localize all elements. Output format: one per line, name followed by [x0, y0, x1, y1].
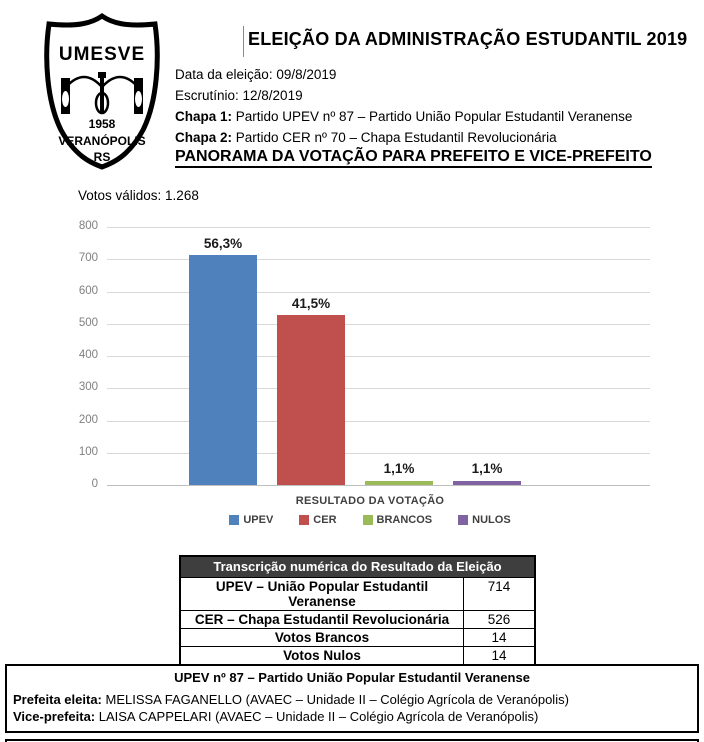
- chart-plot-area: [107, 227, 650, 485]
- legend-swatch-icon: [299, 515, 309, 525]
- table-cell-label: CER – Chapa Estudantil Revolucionária: [181, 611, 464, 628]
- bar-upev: [189, 255, 257, 485]
- logo-city-text: VERANÓPOLIS: [58, 134, 146, 148]
- y-tick-label: 0: [91, 478, 98, 490]
- table-cell-value: 14: [491, 630, 507, 645]
- bar-percent-label: 1,1%: [471, 461, 503, 477]
- table-cell-value: 14: [491, 648, 507, 663]
- winner-box-lines: [7, 691, 697, 725]
- detail-line: Chapa 2: Partido CER nº 70 – Chapa Estudantil Revolucionária: [175, 130, 557, 145]
- chart-legend: [80, 514, 660, 526]
- y-tick-label: 100: [78, 445, 98, 458]
- detail-line: Escrutínio: 12/8/2019: [175, 88, 303, 103]
- legend-item-nulos: [458, 514, 511, 526]
- valid-votes-label: Votos válidos: 1.268: [78, 188, 199, 203]
- logo-state-text: RS: [93, 150, 111, 164]
- bar-brancos: [365, 481, 433, 486]
- winner-line: Prefeita eleita: MELISSA FAGANELLO (AVAEC – Unidade II – Colégio Agrícola de Veranópolis): [13, 692, 569, 707]
- bar-percent-label: 41,5%: [291, 296, 331, 312]
- election-details: [175, 64, 632, 148]
- y-tick-label: 800: [78, 220, 98, 232]
- detail-line: Chapa 1: Partido UPEV nº 87 – Partido União Popular Estudantil Veranense: [175, 109, 633, 124]
- gridline: [107, 485, 650, 486]
- table-cell-label: UPEV – União Popular Estudantil Veranense: [181, 578, 464, 610]
- legend-label: NULOS: [472, 514, 511, 526]
- y-tick-label: 700: [78, 252, 98, 265]
- results-table-header: Transcrição numérica do Resultado da Eleição: [181, 557, 534, 577]
- table-cell-value: 714: [487, 579, 511, 594]
- legend-label: BRANCOS: [376, 514, 433, 526]
- y-tick-label: 400: [78, 349, 98, 361]
- bar-percent-label: 56,3%: [203, 235, 243, 251]
- legend-label: UPEV: [243, 514, 274, 526]
- legend-item-cer: [299, 514, 336, 526]
- winner-box: [5, 664, 699, 733]
- table-row: [181, 577, 534, 610]
- legend-item-upev: [229, 514, 273, 526]
- legend-swatch-icon: [229, 515, 239, 525]
- winner-line: Vice-prefeita: LAISA CAPPELARI (AVAEC – Unidade II – Colégio Agrícola de Veranópolis): [13, 709, 539, 724]
- bar-percent-label: 1,1%: [383, 461, 415, 477]
- x-axis-title: RESULTADO DA VOTAÇÃO: [295, 495, 445, 507]
- legend-label: CER: [313, 514, 337, 526]
- section-heading: [175, 148, 652, 166]
- legend-item-brancos: [363, 514, 433, 526]
- y-tick-label: 300: [78, 381, 98, 394]
- section-heading-text: PANORAMA DA VOTAÇÃO PARA PREFEITO E VICE-PREFEITO: [175, 148, 652, 168]
- y-tick-label: 600: [78, 284, 98, 297]
- text-cursor: [243, 26, 244, 57]
- table-cell-label: Votos Nulos: [181, 647, 464, 664]
- legend-swatch-icon: [458, 515, 468, 525]
- table-cell-label: Votos Brancos: [181, 629, 464, 646]
- logo-org-text: UMESVE: [58, 44, 146, 65]
- table-row: [181, 610, 534, 628]
- y-tick-label: 500: [78, 316, 98, 329]
- results-table: [179, 555, 536, 666]
- y-tick-label: 200: [78, 413, 98, 426]
- legend-swatch-icon: [363, 515, 373, 525]
- table-row: [181, 646, 534, 664]
- winner-box-title: UPEV nº 87 – Partido União Popular Estudantil Veranense: [174, 670, 530, 685]
- bar-nulos: [453, 481, 521, 486]
- bar-cer: [277, 315, 345, 485]
- detail-line: Data da eleição: 09/8/2019: [175, 67, 337, 82]
- page-title: ELEIÇÃO DA ADMINISTRAÇÃO ESTUDANTIL 2019: [248, 29, 688, 49]
- table-cell-value: 526: [487, 612, 511, 627]
- umesve-logo: [36, 10, 168, 172]
- table-row: [181, 628, 534, 646]
- logo-year-text: 1958: [88, 117, 116, 131]
